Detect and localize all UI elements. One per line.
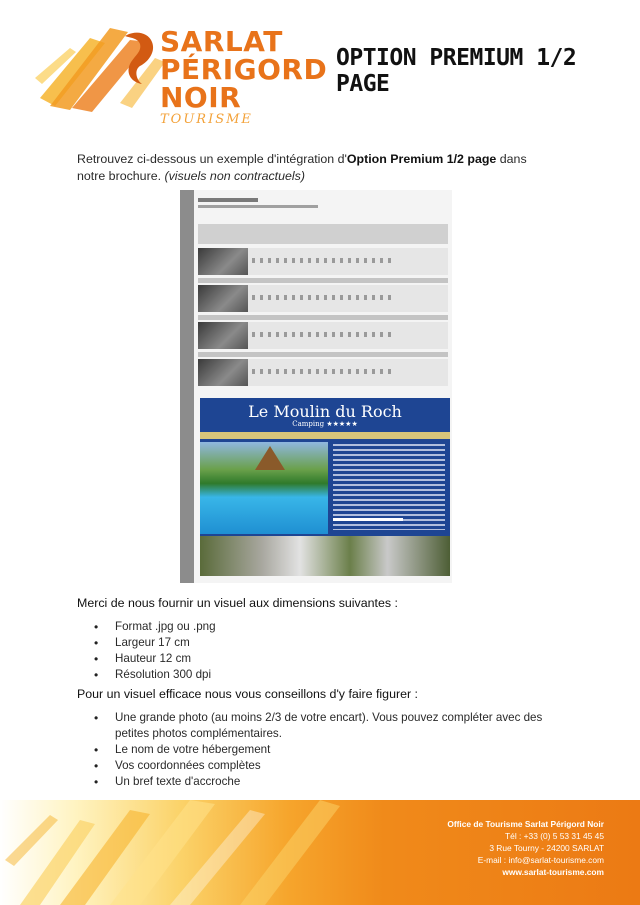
preview-table-row (198, 285, 448, 312)
advice-list (77, 710, 577, 790)
dimensions-list (77, 619, 577, 683)
logo-line-sarlat: SARLAT (160, 25, 283, 58)
premium-ad-example (200, 398, 450, 576)
footer-phone: Tél : +33 (0) 5 53 31 45 45 (505, 831, 604, 841)
list-item: • Un bref texte d'accroche (77, 774, 577, 790)
contact-block (447, 818, 604, 878)
intro-disclaimer: (visuels non contractuels) (164, 169, 305, 183)
header (0, 0, 640, 130)
page-title: OPTION PREMIUM 1/2 PAGE (336, 45, 577, 97)
logo-brush-icon (30, 18, 170, 113)
ad-tagline-band (200, 432, 450, 439)
list-item: • Hauteur 12 cm (77, 651, 577, 667)
preview-table-separator (198, 278, 448, 283)
logo-subtitle: TOURISME (160, 112, 253, 127)
dimensions-section (77, 596, 577, 683)
ad-thumbnail-strip (200, 536, 450, 576)
advice-section (77, 687, 577, 790)
list-item: • Largeur 17 cm (77, 635, 577, 651)
list-item: • Le nom de votre hébergement (77, 742, 577, 758)
footer-org-name: Office de Tourisme Sarlat Périgord Noir (447, 819, 604, 829)
footer-website: www.sarlat-tourisme.com (502, 867, 604, 877)
preview-table-subtitle (198, 205, 318, 208)
intro-paragraph (77, 151, 557, 185)
footer-address: 3 Rue Tourny - 24200 SARLAT (489, 843, 604, 853)
list-item: • Une grande photo (au moins 2/3 de votre encart). Vous pouvez compléter avec des petites photos complémentaires. (77, 710, 577, 742)
footer (0, 800, 640, 905)
dimensions-heading: Merci de nous fournir un visuel aux dimensions suivantes : (77, 596, 398, 610)
preview-table-row (198, 248, 448, 275)
list-item: • Vos coordonnées complètes (77, 758, 577, 774)
preview-table-title (198, 198, 258, 202)
logo-line-noir: NOIR (160, 81, 242, 114)
preview-table-separator (198, 315, 448, 320)
list-item: • Format .jpg ou .png (77, 619, 577, 635)
preview-binding-edge (180, 190, 194, 583)
preview-table-separator (198, 352, 448, 357)
preview-table-header (198, 224, 448, 244)
footer-email: E-mail : info@sarlat-tourisme.com (477, 855, 604, 865)
preview-table-row (198, 322, 448, 349)
logo-line-perigord: PÉRIGORD (160, 53, 328, 86)
list-item: • Résolution 300 dpi (77, 667, 577, 683)
ad-category: Camping ★★★★★ (292, 420, 358, 428)
intro-option-name: Option Premium 1/2 page (346, 152, 497, 166)
intro-text-end: dans notre brochure. (77, 152, 527, 183)
intro-text: Retrouvez ci-dessous un exemple d'intégration d' (77, 152, 347, 166)
ad-website-line (333, 518, 403, 521)
ad-business-name: Le Moulin du Roch (248, 402, 402, 421)
preview-table-row (198, 359, 448, 386)
logo (160, 25, 328, 127)
advice-heading: Pour un visuel efficace nous vous conseillons d'y faire figurer : (77, 687, 418, 701)
